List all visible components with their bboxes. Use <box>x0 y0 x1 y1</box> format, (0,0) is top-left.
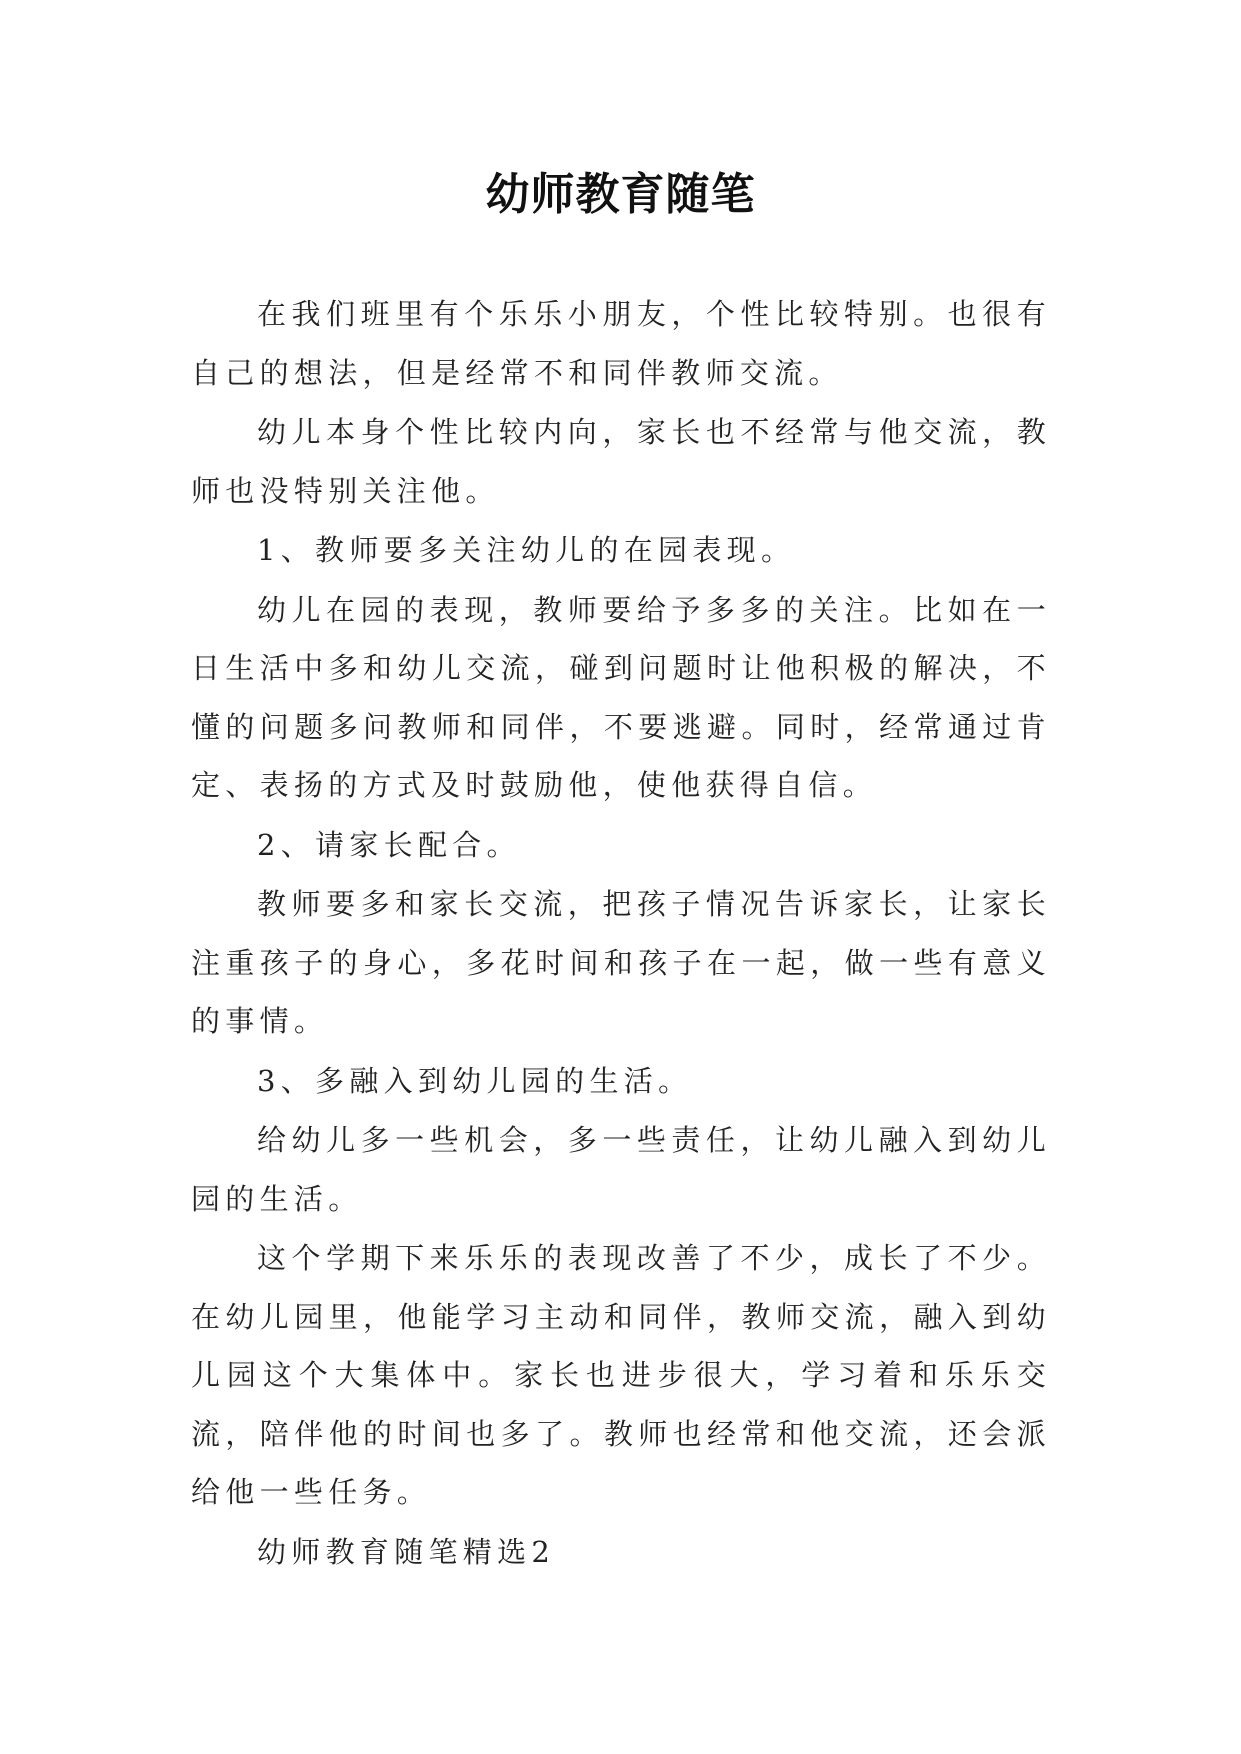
document-title: 幼师教育随笔 <box>485 169 756 220</box>
paragraph: 2、请家长配合。 <box>257 827 521 862</box>
paragraph: 幼儿本身个性比较内向，家长也不经常与他交流，教师也没特别关注他。 <box>191 415 1051 508</box>
paragraph: 幼儿在园的表现，教师要给予多多的关注。比如在一日生活中多和幼儿交流，碰到问题时让他积极的解决，不懂的问题多问教师和同伴，不要逃避。同时，经常通过肯定、表扬的方式及时鼓励他，使他获得自信。 <box>191 592 1051 802</box>
paragraph: 在我们班里有个乐乐小朋友，个性比较特别。也很有自己的想法，但是经常不和同伴教师交流。 <box>191 297 1051 390</box>
paragraph: 3、多融入到幼儿园的生活。 <box>257 1063 693 1098</box>
paragraph: 教师要多和家长交流，把孩子情况告诉家长，让家长注重孩子的身心，多花时间和孩子在一起，做一些有意义的事情。 <box>191 887 1051 1038</box>
paragraph: 给幼儿多一些机会，多一些责任，让幼儿融入到幼儿园的生活。 <box>191 1123 1051 1216</box>
paragraph: 这个学期下来乐乐的表现改善了不少，成长了不少。在幼儿园里，他能学习主动和同伴，教师交流，融入到幼儿园这个大集体中。家长也进步很大，学习着和乐乐交流，陪伴他的时间也多了。教师也经常和他交流，还会派给他一些任务。 <box>191 1241 1051 1509</box>
section-heading: 幼师教育随笔精选2 <box>257 1534 556 1569</box>
paragraph: 1、教师要多关注幼儿的在园表现。 <box>257 533 796 567</box>
document-body <box>191 285 1051 1582</box>
